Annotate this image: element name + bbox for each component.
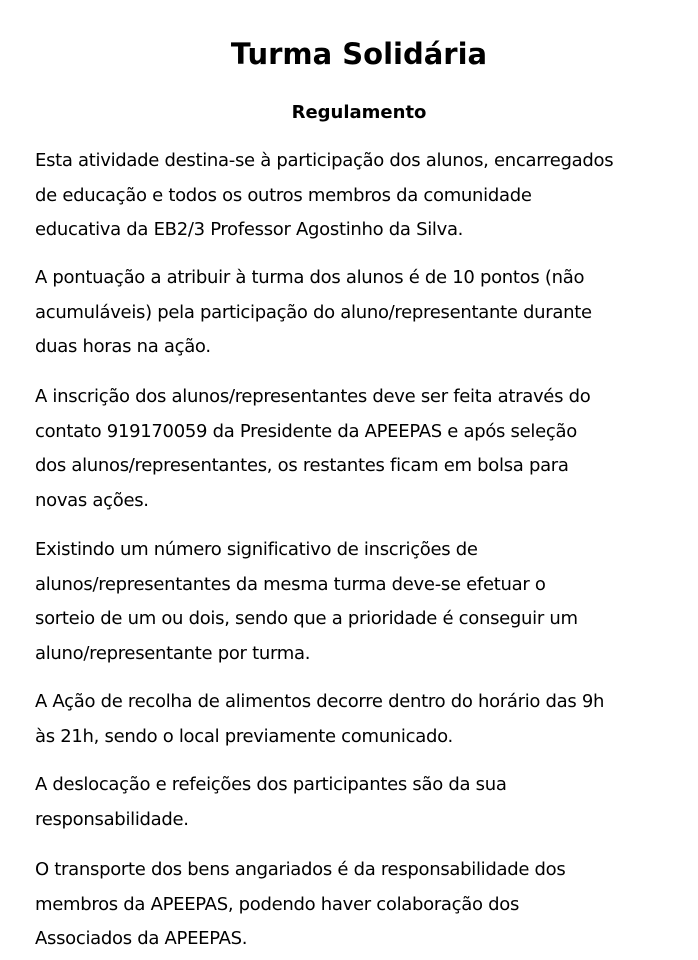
paragraph-line: novas ações.	[35, 489, 149, 511]
paragraph-scoring	[35, 261, 695, 365]
paragraph-line: A deslocação e refeições dos participantes são da sua	[35, 774, 507, 795]
paragraph-line: educativa da EB2/3 Professor Agostinho da Silva.	[35, 219, 464, 240]
paragraph-line: acumuláveis) pela participação do aluno/representante durante	[35, 301, 592, 323]
paragraph-line: A pontuação a atribuir à turma dos alunos é de 10 pontos (não	[35, 267, 585, 288]
document-subtitle: Regulamento	[291, 102, 427, 123]
paragraph-transport	[35, 853, 695, 957]
paragraph-line: dos alunos/representantes, os restantes ficam em bolsa para	[35, 455, 569, 476]
paragraph-line: membros da APEEPAS, podendo haver colaboração dos	[35, 893, 520, 915]
paragraph-line: aluno/representante por turma.	[35, 642, 311, 664]
paragraph-line: sorteio de um ou dois, sendo que a prioridade é conseguir um	[35, 608, 578, 629]
paragraph-line: A Ação de recolha de alimentos decorre dentro do horário das 9h	[35, 691, 605, 712]
paragraph-schedule	[35, 685, 695, 754]
paragraph-line: alunos/representantes da mesma turma deve-se efetuar o	[35, 573, 546, 595]
paragraph-line: O transporte dos bens angariados é da responsabilidade dos	[35, 859, 566, 880]
paragraph-line: Associados da APEEPAS.	[35, 928, 248, 949]
paragraph-line: contato 919170059 da Presidente da APEEPAS e após seleção	[35, 420, 577, 442]
paragraph-line: Existindo um número significativo de inscrições de	[35, 539, 478, 560]
paragraph-draw	[35, 533, 695, 671]
document-title: Turma Solidária	[230, 37, 488, 71]
paragraph-line: às 21h, sendo o local previamente comunicado.	[35, 725, 453, 747]
paragraph-line: Esta atividade destina-se à participação dos alunos, encarregados	[35, 150, 614, 171]
paragraph-travel-meals	[35, 768, 695, 837]
paragraph-line: duas horas na ação.	[35, 336, 211, 357]
paragraph-participation	[35, 144, 695, 248]
paragraph-line: A inscrição dos alunos/representantes deve ser feita através do	[35, 386, 591, 407]
paragraph-line: responsabilidade.	[35, 808, 189, 830]
paragraph-line: de educação e todos os outros membros da comunidade	[35, 184, 532, 206]
paragraph-registration	[35, 380, 695, 518]
